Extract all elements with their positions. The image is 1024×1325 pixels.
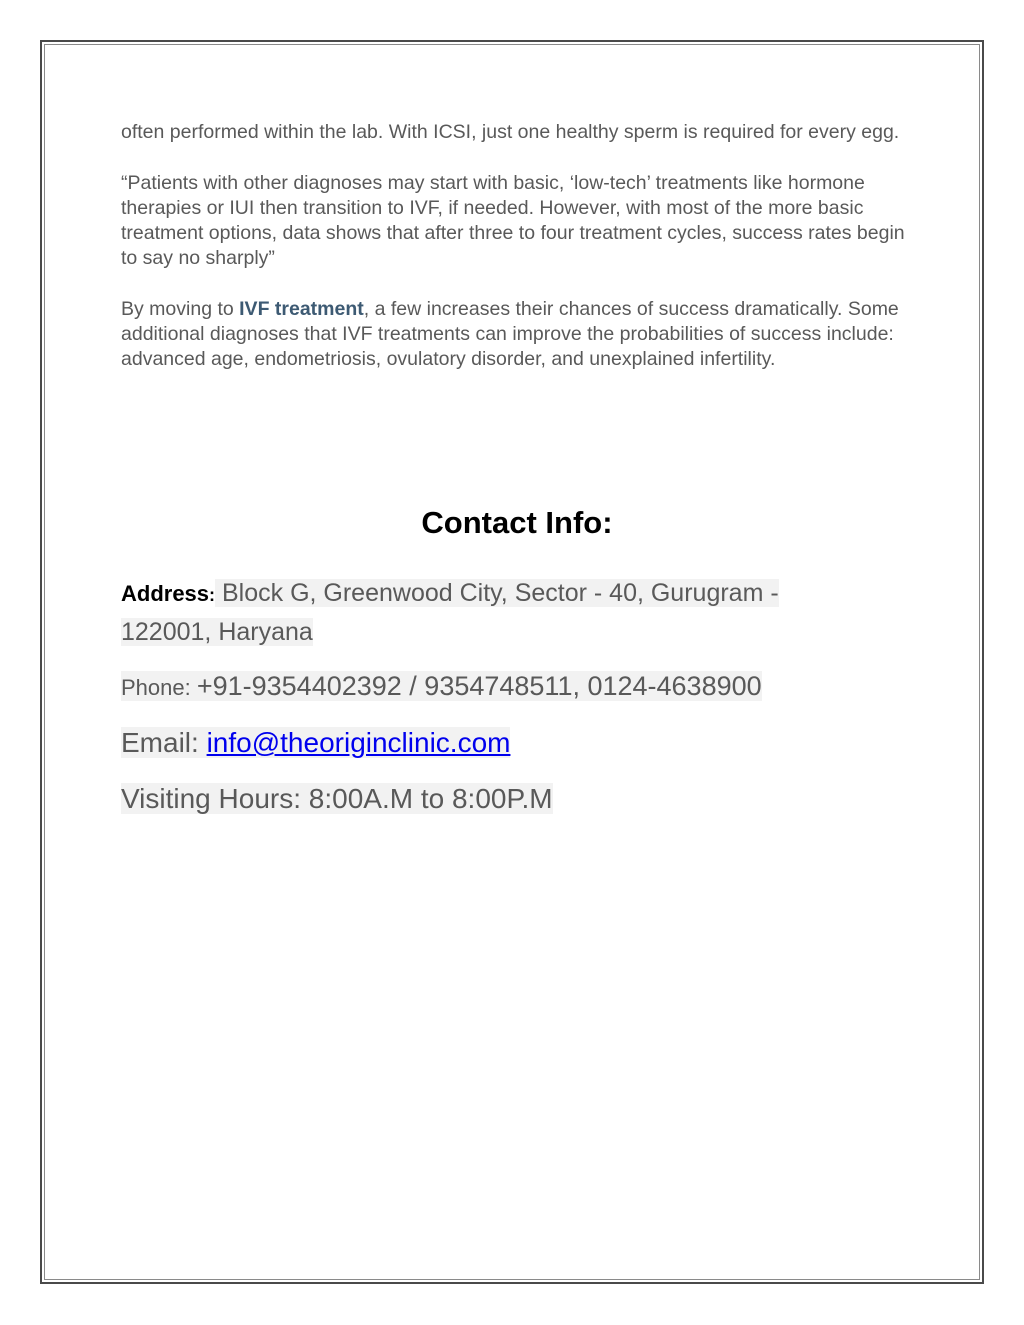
- address-line-1: Block G, Greenwood City, Sector - 40, Gurugram -: [215, 579, 779, 607]
- address-line-2: 122001, Haryana: [121, 618, 313, 646]
- address-label: Address: [121, 581, 210, 606]
- phone-row: [121, 667, 911, 707]
- phone-label: Phone:: [121, 675, 197, 700]
- contact-heading: Contact Info:: [421, 505, 613, 540]
- visiting-hours-row: [121, 780, 911, 818]
- ivf-treatment-link[interactable]: IVF treatment: [239, 298, 364, 320]
- contact-section: [121, 505, 911, 818]
- paragraph-icsi: often performed within the lab. With ICSI, just one healthy sperm is required for every egg.: [121, 121, 900, 143]
- email-label: Email:: [121, 727, 207, 758]
- address-colon: :: [209, 585, 216, 605]
- paragraph-ivf: [121, 297, 911, 372]
- visiting-hours: Visiting Hours: 8:00A.M to 8:00P.M: [121, 783, 553, 814]
- phone-value: +91-9354402392 / 9354748511, 0124-4638900: [196, 671, 762, 701]
- paragraph-quote: “Patients with other diagnoses may start with basic, ‘low-tech’ treatments like hormone therapies or IUI then transition to IVF, if needed. However, with most of the more basic treatment options, data shows that after three to four treatment cycles, success rates begin to say no sharply”: [121, 172, 905, 269]
- paragraph-ivf-rest: , a few increases their chances of success dramatically. Some additional diagnoses that IVF treatments can improve the probabilities of success include: advanced age, endometriosis, ovulatory disorder, and unexplained infertility.: [121, 298, 899, 370]
- body-content: [121, 120, 911, 398]
- address-row-2: [121, 614, 911, 651]
- email-row: [121, 724, 911, 762]
- address-row: [121, 575, 911, 614]
- email-link[interactable]: info@theoriginclinic.com: [206, 727, 511, 758]
- paragraph-ivf-intro: By moving to: [121, 298, 240, 320]
